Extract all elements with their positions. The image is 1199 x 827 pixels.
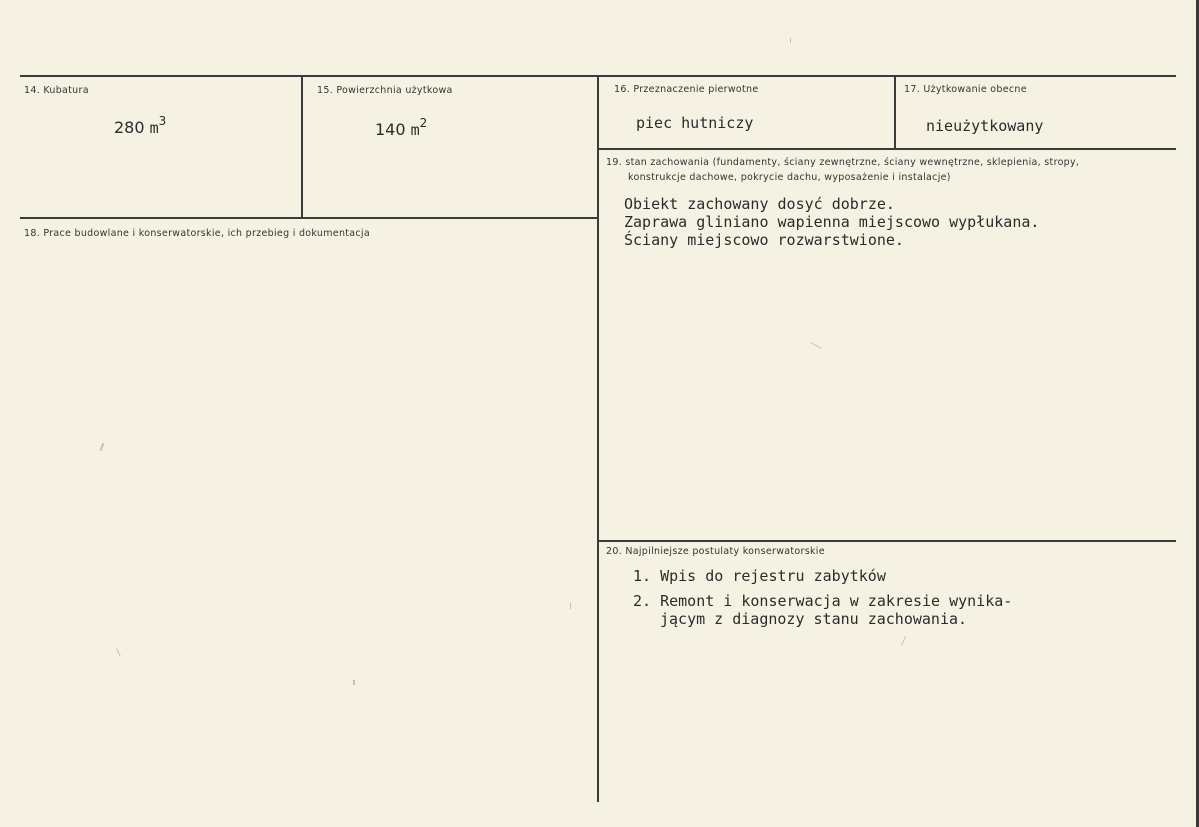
postulat-1-num: 1. [633,567,652,585]
field-17-value: nieużytkowany [926,117,1044,135]
divider-16-17 [894,76,896,148]
postulat-2 [633,592,1012,610]
divider-center [597,76,599,802]
paper-speck [100,443,105,451]
powierzchnia-number: 140 [375,120,406,139]
field-19-label-line2: konstrukcje dachowe, pokrycie dachu, wyposażenie i instalacje) [628,172,951,183]
kubatura-number: 280 [114,118,145,137]
field-19-line-3: Ściany miejscowo rozwarstwione. [624,231,904,249]
powierzchnia-unit: $m^2$ [410,116,428,139]
postulat-2-text: Remont i konserwacja w zakresie wynika- [660,592,1013,610]
paper-speck [901,636,906,645]
field-15-label: 15. Powierzchnia użytkowa [317,85,453,96]
postulat-1-text: Wpis do rejestru zabytków [660,567,886,585]
paper-speck [116,648,121,657]
paper-speck [790,38,791,43]
field-16-label: 16. Przeznaczenie pierwotne [614,84,759,95]
field-14-label: 14. Kubatura [24,85,89,96]
field-18-label: 18. Prace budowlane i konserwatorskie, ich przebieg i dokumentacja [24,228,370,239]
field-19-line-1: Obiekt zachowany dosyć dobrze. [624,195,895,213]
postulat-2-num: 2. [633,592,652,610]
postulat-1 [633,567,886,585]
field-19-line-2: Zaprawa gliniano wapienna miejscowo wypłukana. [624,213,1040,231]
rule-under-14-15 [20,217,598,219]
paper-speck [353,680,355,685]
divider-14-15 [301,76,303,218]
field-17-label: 17. Użytkowanie obecne [904,84,1027,95]
field-15-value [375,118,427,139]
paper-speck [811,342,822,349]
paper-speck [570,603,571,609]
field-19-label-line1: 19. stan zachowania (fundamenty, ściany zewnętrzne, ściany wewnętrzne, sklepienia, stropy, [606,157,1080,168]
postulat-2-continuation: jącym z diagnozy stanu zachowania. [660,610,968,628]
kubatura-unit: $m^3$ [149,114,167,137]
rule-under-16-17 [598,148,1176,150]
field-14-value [114,116,166,137]
field-20-label: 20. Najpilniejsze postulaty konserwatorskie [606,546,825,557]
rule-above-20 [598,540,1176,542]
field-16-value: piec hutniczy [636,114,754,132]
